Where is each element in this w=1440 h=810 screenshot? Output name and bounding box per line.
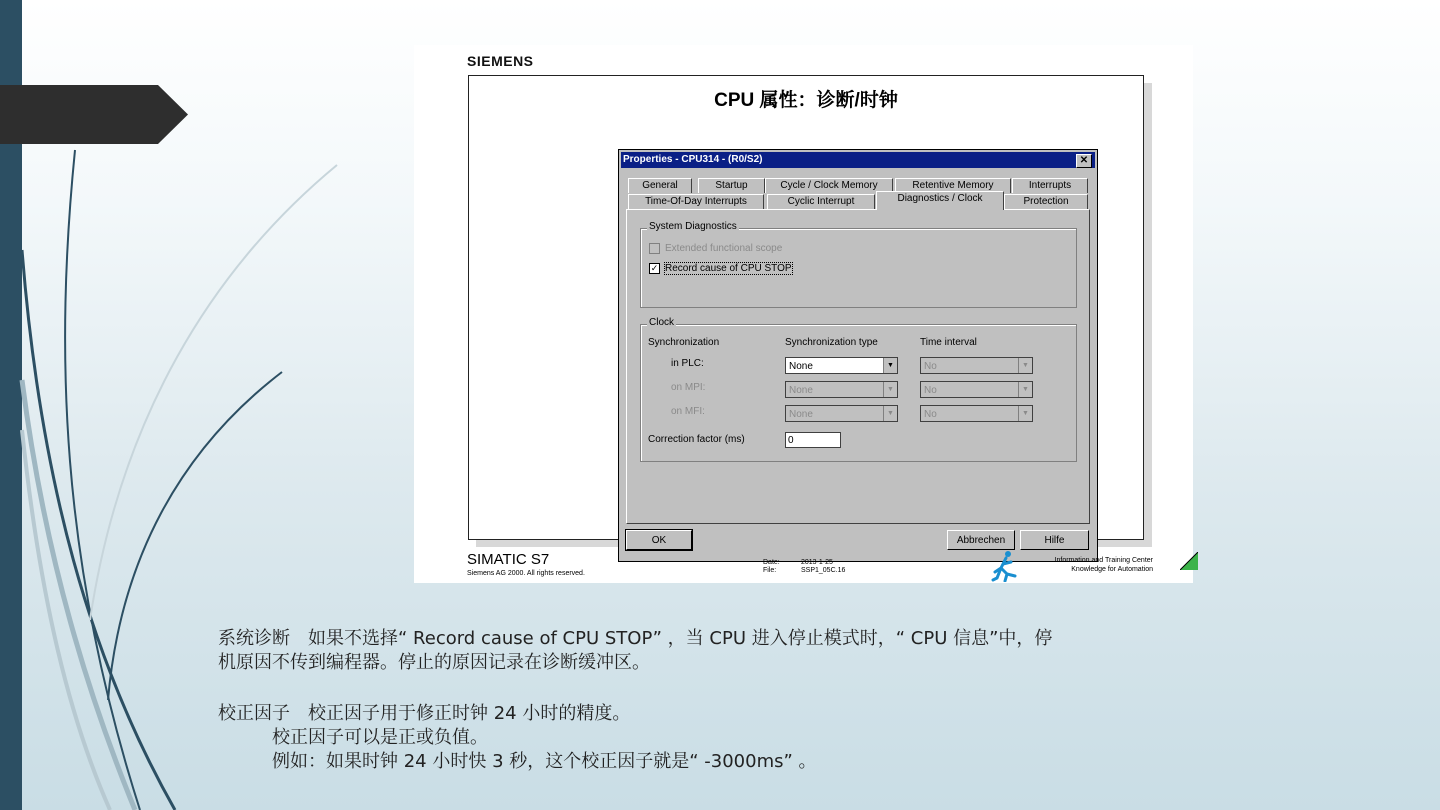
slide-notes xyxy=(218,627,1198,774)
chevron-down-icon: ▼ xyxy=(1018,406,1032,421)
interval-plc-select[interactable] xyxy=(920,357,1033,374)
chevron-down-icon: ▼ xyxy=(883,382,897,397)
dialog-title: Properties - CPU314 - (R0/S2) xyxy=(623,154,763,165)
correction-factor-input[interactable]: 0 xyxy=(785,432,841,448)
checkbox-box xyxy=(649,243,660,254)
copyright: Siemens AG 2000. All rights reserved. xyxy=(467,570,585,577)
sync-type-mfi-select[interactable] xyxy=(785,405,898,422)
chevron-down-icon: ▼ xyxy=(883,406,897,421)
slide-title: CPU 属性：诊断/时钟 xyxy=(714,90,898,111)
select-value: None xyxy=(789,385,813,396)
sync-type-header: Synchronization type xyxy=(785,337,878,348)
notes-line: 校正因子 校正因子用于修正时钟 24 小时的精度。 xyxy=(218,703,631,724)
slide-frame xyxy=(468,75,1144,546)
in-plc-label: in PLC: xyxy=(671,358,704,369)
notes-line: 校正因子可以是正或负值。 xyxy=(272,727,488,748)
tab-time-of-day-interrupts[interactable]: Time-Of-Day Interrupts xyxy=(628,194,764,209)
runner-icon xyxy=(991,550,1021,582)
tab-protection[interactable]: Protection xyxy=(1004,194,1088,209)
dialog-titlebar xyxy=(621,152,1095,168)
tab-general[interactable]: General xyxy=(628,178,692,193)
slide-meta xyxy=(763,559,845,575)
system-diagnostics-group xyxy=(640,221,1077,308)
time-interval-header: Time interval xyxy=(920,337,977,348)
help-button[interactable]: Hilfe xyxy=(1020,530,1089,550)
center-line-1: Information and Training Center xyxy=(1054,557,1153,564)
properties-dialog xyxy=(618,149,1098,562)
siemens-logo: SIEMENS xyxy=(467,53,534,69)
tab-cycle-clock-memory[interactable]: Cycle / Clock Memory xyxy=(765,178,893,193)
slide-image xyxy=(414,45,1193,583)
extended-functional-scope-checkbox[interactable] xyxy=(649,243,782,254)
on-mfi-label: on MFI: xyxy=(671,406,705,417)
group-label: Clock xyxy=(649,317,675,328)
select-value: No xyxy=(924,361,937,372)
cancel-button[interactable]: Abbrechen xyxy=(947,530,1015,550)
date-label: Date: xyxy=(763,559,780,566)
slide-footer-left xyxy=(467,551,585,577)
chevron-down-icon: ▼ xyxy=(1018,358,1032,373)
file-value: SSP1_05C.16 xyxy=(801,567,846,574)
chevron-down-icon: ▼ xyxy=(1018,382,1032,397)
ok-button[interactable]: OK xyxy=(626,530,692,550)
interval-mfi-select[interactable] xyxy=(920,405,1033,422)
notes-line: 机原因不传到编程器。停止的原因记录在诊断缓冲区。 xyxy=(218,652,650,673)
interval-mpi-select[interactable] xyxy=(920,381,1033,398)
select-value: None xyxy=(789,409,813,420)
notes-line: 系统诊断 如果不选择“ Record cause of CPU STOP” ，当 CPU 进入停止模式时，“ CPU 信息”中，停 xyxy=(218,628,1053,649)
center-line-2: Knowledge for Automation xyxy=(1071,566,1153,573)
on-mpi-label: on MPI: xyxy=(671,382,706,393)
checkbox-label: Extended functional scope xyxy=(665,243,783,255)
file-label: File: xyxy=(763,567,777,574)
training-center-text xyxy=(1055,556,1153,574)
notes-line: 例如：如果时钟 24 小时快 3 秒，这个校正因子就是“ -3000ms” 。 xyxy=(272,751,817,772)
close-icon[interactable]: ✕ xyxy=(1076,154,1092,168)
sync-type-mpi-select[interactable] xyxy=(785,381,898,398)
record-cause-cpu-stop-checkbox[interactable] xyxy=(649,263,792,274)
tab-interrupts[interactable]: Interrupts xyxy=(1012,178,1088,193)
tab-panel xyxy=(626,209,1090,524)
tab-startup[interactable]: Startup xyxy=(698,178,765,193)
group-label: System Diagnostics xyxy=(649,221,737,232)
product-name: SIMATIC S7 xyxy=(467,551,550,568)
select-value: No xyxy=(924,385,937,396)
checkbox-label: Record cause of CPU STOP xyxy=(665,263,792,275)
sync-type-plc-select[interactable] xyxy=(785,357,898,374)
synchronization-header: Synchronization xyxy=(648,337,720,348)
corner-triangle-icon xyxy=(1180,552,1198,570)
select-value: None xyxy=(789,361,813,372)
chevron-down-icon: ▼ xyxy=(883,358,897,373)
select-value: No xyxy=(924,409,937,420)
tab-diagnostics-clock[interactable]: Diagnostics / Clock xyxy=(876,191,1004,210)
tab-cyclic-interrupt[interactable]: Cyclic Interrupt xyxy=(767,194,875,209)
tab-retentive-memory[interactable]: Retentive Memory xyxy=(895,178,1011,193)
correction-factor-label: Correction factor (ms) xyxy=(648,434,745,445)
check-icon: ✓ xyxy=(650,263,659,273)
frame-shadow xyxy=(1143,83,1152,547)
date-value: 2013-1-25 xyxy=(801,559,833,566)
clock-group xyxy=(640,317,1077,462)
